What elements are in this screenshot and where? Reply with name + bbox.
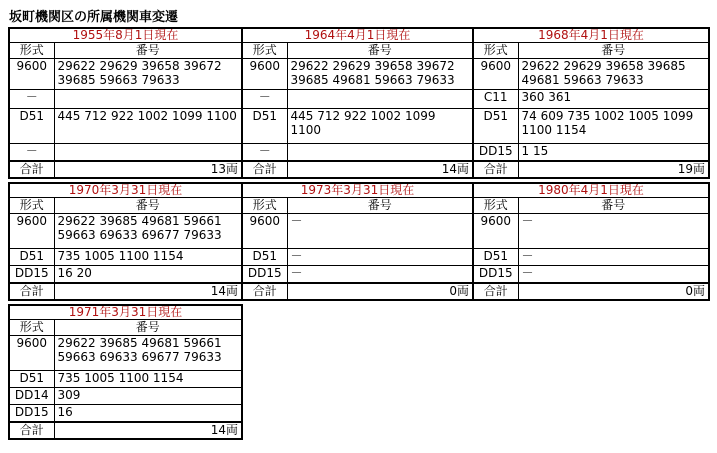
total-count: 14両 <box>54 422 241 438</box>
table-row <box>10 59 241 90</box>
snapshot-date: 1971年3月31日現在 <box>10 306 241 320</box>
loco-class: 9600 <box>243 214 287 249</box>
loco-numbers <box>54 90 241 109</box>
table-row <box>10 249 241 266</box>
loco-class: D51 <box>10 249 54 266</box>
loco-numbers: 74 609 735 1002 1005 1099 1100 1154 <box>518 109 708 144</box>
loco-numbers <box>287 144 472 162</box>
total-label: 合計 <box>474 283 518 299</box>
loco-numbers: － <box>518 214 708 249</box>
col-header-number: 番号 <box>518 198 708 214</box>
table-row <box>243 59 472 90</box>
loco-numbers: 16 <box>54 405 241 423</box>
col-header-number: 番号 <box>54 320 241 336</box>
table-row <box>243 266 472 284</box>
table-row <box>10 405 241 423</box>
total-count: 0両 <box>287 283 472 299</box>
loco-numbers: － <box>518 249 708 266</box>
loco-numbers: － <box>287 214 472 249</box>
table-row <box>243 249 472 266</box>
loco-numbers: 445 712 922 1002 1099 1100 <box>287 109 472 144</box>
col-header-type: 形式 <box>474 198 518 214</box>
loco-numbers: － <box>287 249 472 266</box>
col-header-type: 形式 <box>10 320 54 336</box>
col-header-type: 形式 <box>10 43 54 59</box>
col-header-type: 形式 <box>243 198 287 214</box>
table-row <box>10 109 241 144</box>
col-header-type: 形式 <box>243 43 287 59</box>
loco-numbers: 1 15 <box>518 144 708 162</box>
table-row <box>10 266 241 284</box>
roster-1955 <box>8 27 243 179</box>
loco-class: 9600 <box>474 214 518 249</box>
table-row <box>10 336 241 371</box>
loco-class: 9600 <box>243 59 287 90</box>
total-label: 合計 <box>10 161 54 177</box>
col-header-number: 番号 <box>54 198 241 214</box>
loco-numbers: 29622 39685 49681 59661 59663 69633 69677 79633 <box>54 336 241 371</box>
total-label: 合計 <box>10 422 54 438</box>
col-header-type: 形式 <box>474 43 518 59</box>
snapshot-date: 1964年4月1日現在 <box>243 29 472 43</box>
roster-1971 <box>8 304 243 440</box>
loco-class: － <box>10 90 54 109</box>
roster-1964 <box>241 27 474 179</box>
loco-class: D51 <box>10 109 54 144</box>
roster-1973 <box>241 182 474 301</box>
loco-class: D51 <box>474 249 518 266</box>
roster-1970 <box>8 182 243 301</box>
col-header-type: 形式 <box>10 198 54 214</box>
table-row <box>10 371 241 388</box>
loco-numbers: 29622 29629 39658 39672 39685 49681 59663 79633 <box>287 59 472 90</box>
loco-class: － <box>10 144 54 162</box>
loco-class: D51 <box>243 249 287 266</box>
loco-numbers: 309 <box>54 388 241 405</box>
table-row <box>243 214 472 249</box>
loco-class: D51 <box>10 371 54 388</box>
total-count: 14両 <box>54 283 241 299</box>
loco-class: DD15 <box>10 266 54 284</box>
loco-numbers: － <box>518 266 708 284</box>
table-row <box>474 249 708 266</box>
total-count: 14両 <box>287 161 472 177</box>
total-label: 合計 <box>474 161 518 177</box>
snapshot-date: 1968年4月1日現在 <box>474 29 708 43</box>
loco-numbers <box>54 144 241 162</box>
col-header-number: 番号 <box>287 198 472 214</box>
total-count: 13両 <box>54 161 241 177</box>
col-header-number: 番号 <box>54 43 241 59</box>
loco-numbers <box>287 90 472 109</box>
table-row <box>243 90 472 109</box>
loco-class: － <box>243 90 287 109</box>
loco-class: DD15 <box>474 144 518 162</box>
table-row <box>474 90 708 109</box>
loco-class: DD15 <box>243 266 287 284</box>
table-row <box>243 144 472 162</box>
loco-numbers: 735 1005 1100 1154 <box>54 371 241 388</box>
total-label: 合計 <box>243 161 287 177</box>
loco-class: 9600 <box>10 336 54 371</box>
snapshot-date: 1980年4月1日現在 <box>474 184 708 198</box>
col-header-number: 番号 <box>287 43 472 59</box>
total-count: 0両 <box>518 283 708 299</box>
table-row <box>243 109 472 144</box>
loco-class: DD14 <box>10 388 54 405</box>
loco-numbers: 445 712 922 1002 1099 1100 <box>54 109 241 144</box>
roster-1968 <box>472 27 710 179</box>
snapshot-date: 1955年8月1日現在 <box>10 29 241 43</box>
loco-class: DD15 <box>474 266 518 284</box>
table-row <box>474 109 708 144</box>
table-row <box>474 59 708 90</box>
table-row <box>474 144 708 162</box>
roster-1980 <box>472 182 710 301</box>
loco-class: 9600 <box>10 214 54 249</box>
col-header-number: 番号 <box>518 43 708 59</box>
loco-numbers: － <box>287 266 472 284</box>
loco-class: C11 <box>474 90 518 109</box>
loco-class: DD15 <box>10 405 54 423</box>
loco-numbers: 29622 29629 39658 39672 39685 59663 79633 <box>54 59 241 90</box>
loco-numbers: 16 20 <box>54 266 241 284</box>
total-count: 19両 <box>518 161 708 177</box>
table-row <box>474 214 708 249</box>
total-label: 合計 <box>243 283 287 299</box>
snapshot-date: 1970年3月31日現在 <box>10 184 241 198</box>
loco-class: D51 <box>474 109 518 144</box>
loco-class: D51 <box>243 109 287 144</box>
page-title: 坂町機関区の所属機関車変遷 <box>9 10 179 25</box>
total-label: 合計 <box>10 283 54 299</box>
loco-class: － <box>243 144 287 162</box>
snapshot-date: 1973年3月31日現在 <box>243 184 472 198</box>
table-row <box>474 266 708 284</box>
loco-class: 9600 <box>474 59 518 90</box>
loco-numbers: 29622 39685 49681 59661 59663 69633 69677 79633 <box>54 214 241 249</box>
table-row <box>10 144 241 162</box>
loco-numbers: 735 1005 1100 1154 <box>54 249 241 266</box>
table-row <box>10 388 241 405</box>
loco-numbers: 29622 29629 39658 39685 49681 59663 79633 <box>518 59 708 90</box>
loco-class: 9600 <box>10 59 54 90</box>
table-row <box>10 214 241 249</box>
table-row <box>10 90 241 109</box>
loco-numbers: 360 361 <box>518 90 708 109</box>
